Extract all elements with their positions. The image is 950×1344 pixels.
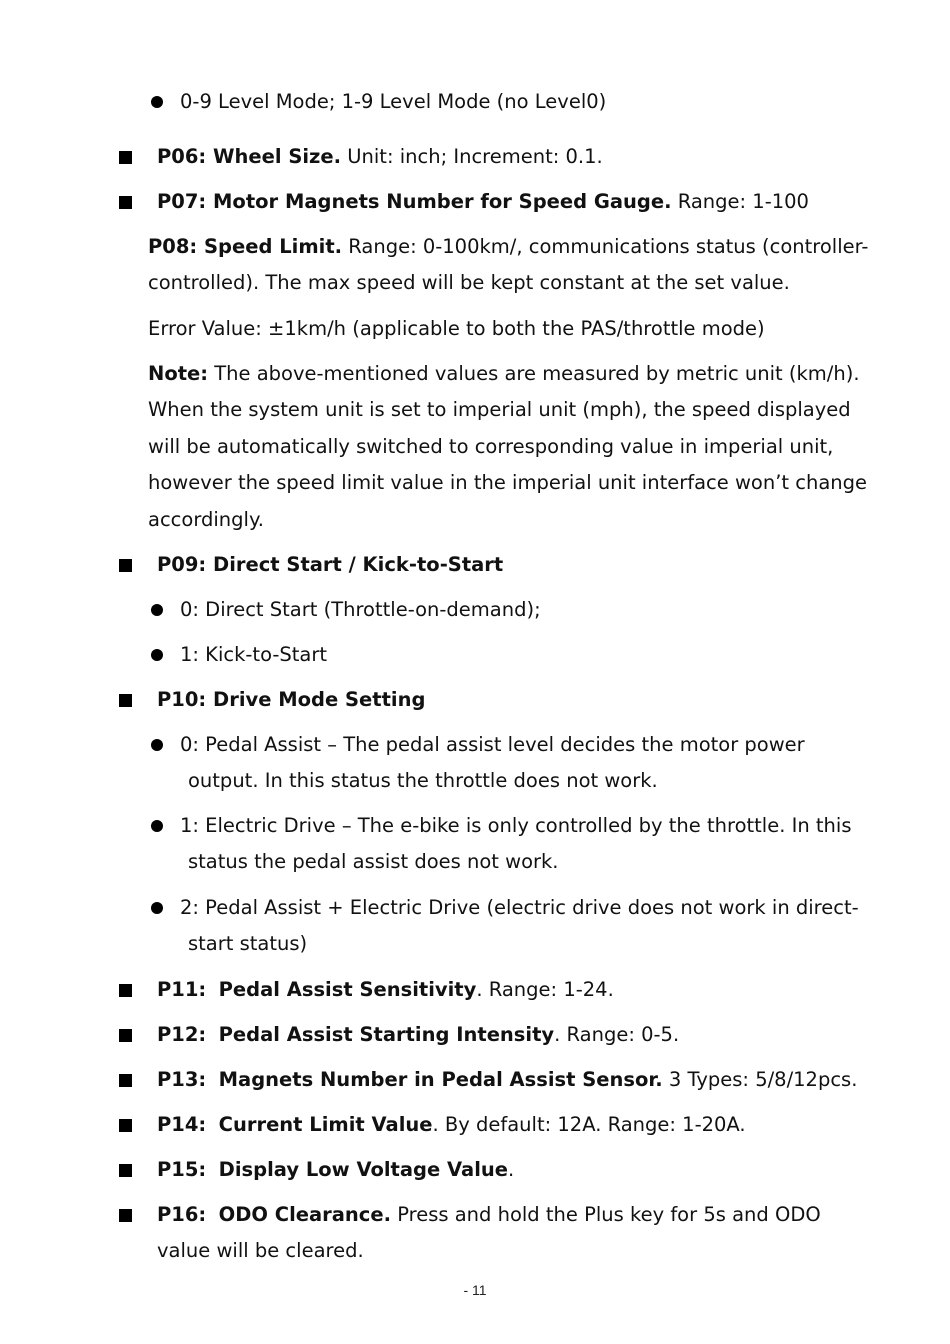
p16-item-line-1: P16: ODO Clearance. Press and hold the Plus key for 5s and ODO (157, 1203, 821, 1226)
p08-line-2: controlled). The max speed will be kept constant at the set value. (148, 271, 790, 294)
p10-option-2-line-1: 2: Pedal Assist + Electric Drive (electric drive does not work in direct- (180, 896, 859, 919)
p16-item-line-2: value will be cleared. (157, 1239, 364, 1262)
p14-title: Current Limit Value (218, 1113, 433, 1136)
p09-option-0: 0: Direct Start (Throttle-on-demand); (180, 598, 541, 621)
p08-line-1: P08: Speed Limit. Range: 0-100km/, communications status (controller- (148, 235, 869, 258)
p08-note-line-5: accordingly. (148, 508, 264, 531)
p13-title: Magnets Number in Pedal Assist Sensor. (218, 1068, 663, 1091)
p07-title: P07: Motor Magnets Number for Speed Gauge. (157, 190, 672, 213)
bullet-dot-icon (151, 739, 163, 751)
p08-title: P08: Speed Limit. (148, 235, 343, 258)
p07-text: Range: 1-100 (671, 190, 809, 213)
p16-title: ODO Clearance. (218, 1203, 391, 1226)
bullet-square-icon (119, 984, 132, 997)
bullet-square-icon (119, 1209, 132, 1222)
p10-option-0-line-1: 0: Pedal Assist – The pedal assist level decides the motor power (180, 733, 805, 756)
p09-option-1: 1: Kick-to-Start (180, 643, 328, 666)
bullet-square-icon (119, 694, 132, 707)
bullet-dot-icon (151, 820, 163, 832)
p13-item: P13: Magnets Number in Pedal Assist Sensor. 3 Types: 5/8/12pcs. (157, 1068, 858, 1091)
p10-option-1-line-2: status the pedal assist does not work. (188, 850, 559, 873)
level-mode-text: 0-9 Level Mode; 1-9 Level Mode (no Level0) (180, 90, 607, 113)
p12-item: P12: Pedal Assist Starting Intensity. Range: 0-5. (157, 1023, 680, 1046)
p09-title: P09: Direct Start / Kick-to-Start (157, 553, 504, 576)
p06-item (157, 145, 603, 169)
bullet-dot-icon (151, 649, 163, 661)
bullet-dot-icon (151, 902, 163, 914)
p06-title: P06: Wheel Size. (157, 145, 342, 168)
p15-title: Display Low Voltage Value (218, 1158, 508, 1181)
p11-title: Pedal Assist Sensitivity (218, 978, 477, 1001)
p06-text: Unit: inch; Increment: 0.1. (341, 145, 603, 168)
p11-item: P11: Pedal Assist Sensitivity. Range: 1-24. (157, 978, 614, 1001)
note-label: Note: (148, 362, 209, 385)
p12-title: Pedal Assist Starting Intensity (218, 1023, 555, 1046)
bullet-dot-icon (151, 604, 163, 616)
bullet-square-icon (119, 1029, 132, 1042)
p10-option-2-line-2: start status) (188, 932, 308, 955)
p08-error-value: Error Value: ±1km/h (applicable to both the PAS/throttle mode) (148, 317, 765, 340)
p08-note-line-3: will be automatically switched to corresponding value in imperial unit, (148, 435, 834, 458)
bullet-square-icon (119, 1164, 132, 1177)
p08-note-line-4: however the speed limit value in the imperial unit interface won’t change (148, 471, 868, 494)
bullet-square-icon (119, 196, 132, 209)
bullet-square-icon (119, 151, 132, 164)
p10-option-0-line-2: output. In this status the throttle does not work. (188, 769, 658, 792)
p10-title: P10: Drive Mode Setting (157, 688, 426, 711)
bullet-square-icon (119, 1119, 132, 1132)
p10-option-1-line-1: 1: Electric Drive – The e-bike is only controlled by the throttle. In this (180, 814, 852, 837)
p08-note-line-2: When the system unit is set to imperial unit (mph), the speed displayed (148, 398, 851, 421)
p14-item: P14: Current Limit Value. By default: 12A. Range: 1-20A. (157, 1113, 746, 1136)
page-number: - 11 (463, 1282, 487, 1298)
bullet-square-icon (119, 1074, 132, 1087)
bullet-dot-icon (151, 96, 163, 108)
p15-item: P15: Display Low Voltage Value. (157, 1158, 515, 1181)
bullet-square-icon (119, 559, 132, 572)
p07-item (157, 190, 809, 214)
p08-note-line-1: Note: The above-mentioned values are measured by metric unit (km/h). (148, 362, 860, 385)
